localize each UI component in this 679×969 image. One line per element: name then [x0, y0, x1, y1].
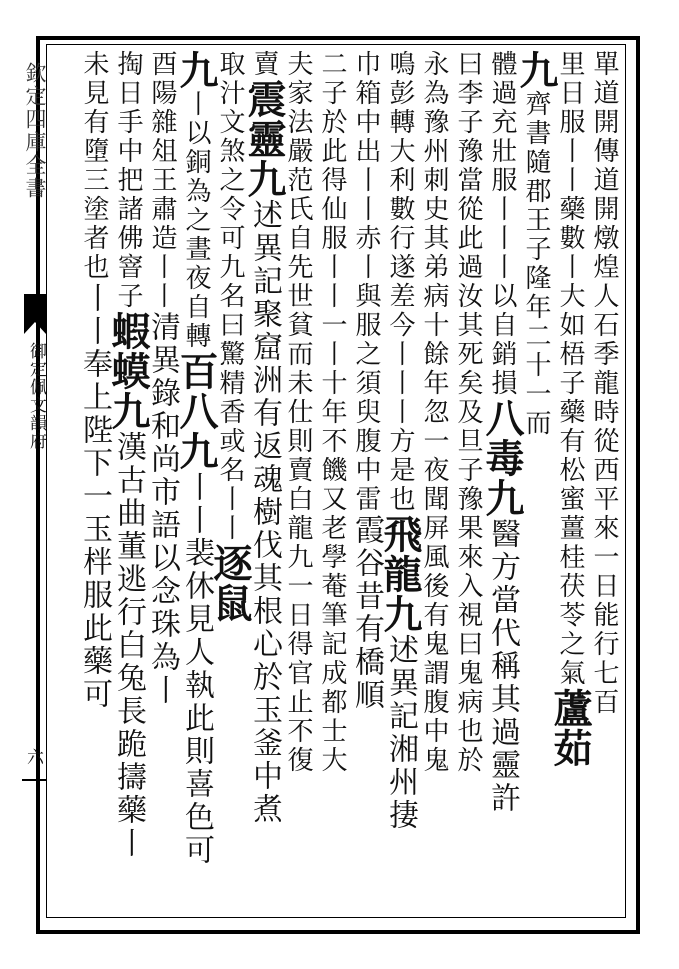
- headword: 飛龍九: [377, 514, 423, 634]
- text-column: [105, 50, 151, 860]
- column-text: 鳴彭轉大利數行遂差今丨丨丨方是也: [385, 50, 415, 514]
- text-column: [207, 50, 253, 623]
- text-column: [173, 50, 219, 867]
- headword: 蝦蟆九: [105, 311, 151, 431]
- column-text: 醫方當代稱其過靈許: [485, 518, 520, 815]
- headword: 震靈九: [241, 79, 287, 199]
- column-text: 巾箱中出丨丨赤丨與服之須臾腹中雷: [351, 50, 381, 514]
- column-text: 齊書隨郡王子隆年二十一而: [521, 90, 551, 438]
- column-text: 體過充壯服丨丨丨以自銷損: [487, 50, 517, 398]
- headword: 九: [513, 50, 559, 90]
- column-text: 清異錄和尚市語以念珠為丨: [145, 311, 180, 707]
- column-text: 二子於此得仙服丨丨一丨十年不饑又老學菴筆記成都士大: [317, 50, 347, 775]
- column-text: 單道開傳道開燉煌人石季龍時從西平來一日能行七百: [589, 50, 619, 717]
- text-column: [74, 50, 114, 711]
- text-column: [513, 50, 559, 438]
- text-column: [241, 50, 287, 826]
- text-column: [547, 50, 593, 768]
- headword: 蘆茹: [547, 688, 593, 768]
- fore-edge-margin: [22, 44, 46, 918]
- collection-title: 欽定四庫全書: [23, 62, 47, 200]
- headword: 百八九: [173, 351, 219, 471]
- book-title: 御定佩文韻府: [26, 342, 46, 450]
- column-text: 丨丨裴休見人執此則喜色可: [179, 471, 214, 867]
- text-column: [414, 50, 454, 775]
- headword: 八毒九: [479, 398, 525, 518]
- column-text: 述異記聚窟洲有返魂樹伐其根心於玉釜中煮: [247, 199, 282, 826]
- text-column: [448, 50, 488, 775]
- fish-tail-mark-icon: [24, 294, 46, 334]
- column-text: 未見有墮三塗者也: [79, 50, 109, 282]
- column-text: 丨丨奉上陛下一玉柈服此藥可: [77, 282, 112, 711]
- column-text: 漢古曲董逃行白兔長跪擣藥丨: [111, 431, 146, 860]
- text-column: [312, 50, 352, 775]
- column-text: 賣: [249, 50, 279, 79]
- column-text: 酉陽雜俎王肅造丨丨: [147, 50, 177, 311]
- column-text: 永為豫州刺史其弟病十餘年忽一夜聞屏風後有鬼謂腹中鬼: [419, 50, 449, 775]
- column-text: 霞谷昔有橋順: [349, 514, 384, 712]
- headword: 九: [173, 50, 219, 90]
- column-text: 曰李子豫當從此過汝其死矣及旦子豫果來入視曰鬼病也於: [453, 50, 483, 775]
- column-text: 取汁文煞之令可九名曰驚精香或名丨丨: [215, 50, 245, 543]
- column-text: 里日服丨丨藥數丨大如梧子藥有松蜜薑桂茯苓之氣: [555, 50, 585, 688]
- column-text: 夫家法嚴范氏自先世貧而未仕則賣白龍九一日得官止不復: [283, 50, 313, 775]
- text-column: [346, 50, 386, 712]
- column-text: 丨以銅為之晝夜自轉: [181, 90, 211, 351]
- text-column: [479, 50, 525, 815]
- column-text: 掏日手中把諸佛窨子: [113, 50, 143, 311]
- text-column: [584, 50, 624, 717]
- page-number-rule: [22, 779, 46, 781]
- column-text: 述異記湘州捿: [383, 634, 418, 832]
- headword: 逐鼠: [207, 543, 253, 623]
- page-number: 六: [23, 748, 43, 765]
- text-column: [377, 50, 423, 832]
